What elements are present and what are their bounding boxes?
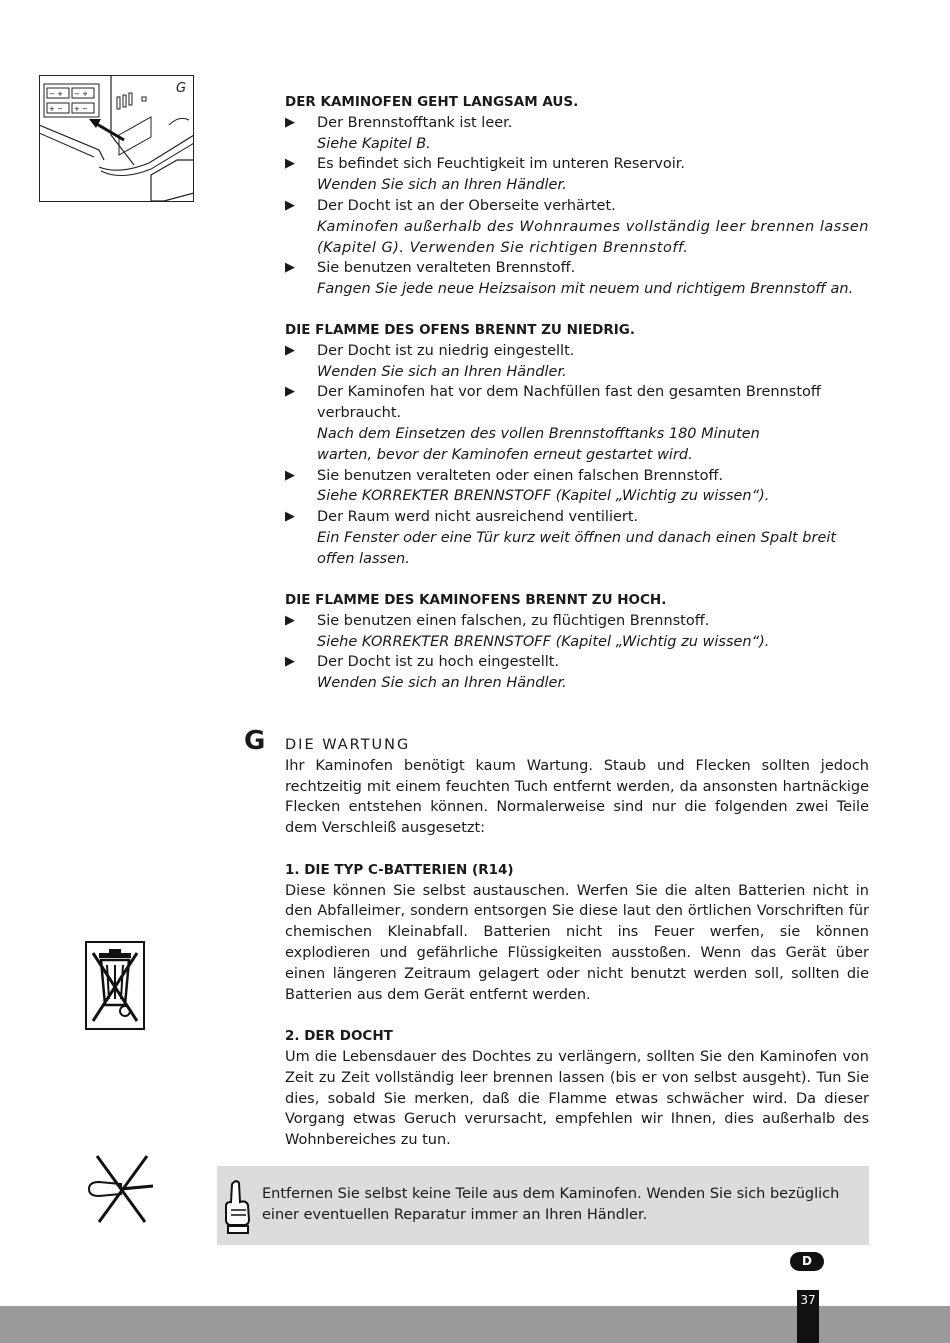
remedy-text: Nach dem Einsetzen des vollen Brennstofftanks 180 Minuten warten, bevor der Kaminofen erneut gestartet wird.	[317, 425, 760, 463]
bullet-arrow-icon: ▶	[285, 467, 295, 483]
list-item	[285, 611, 869, 653]
pointing-hand-icon	[222, 1180, 252, 1234]
bullet-arrow-icon: ▶	[285, 654, 295, 670]
batteries-heading: 1. DIE TYP C-BATTERIEN (R14)	[285, 861, 514, 878]
list-item	[285, 154, 869, 196]
list-item	[285, 652, 869, 694]
bullet-arrow-icon: ▶	[285, 509, 295, 525]
bullet-arrow-icon: ▶	[285, 260, 295, 276]
no-screwdriver-icon	[85, 1154, 157, 1224]
svg-text:− +: − +	[49, 90, 63, 98]
cause-text: Sie benutzen veralteten oder einen falschen Brennstoff.	[317, 467, 724, 484]
cause-text: Der Raum werd nicht ausreichend ventiliert.	[317, 509, 639, 526]
page-number-tab	[797, 1290, 819, 1343]
figure-label: G	[176, 81, 187, 96]
troubleshooting-heading: DIE FLAMME DES KAMINOFENS BRENNT ZU HOCH.	[285, 592, 667, 608]
page-number: 37	[800, 1293, 816, 1307]
cause-text: Es befindet sich Feuchtigkeit im unteren Reservoir.	[317, 156, 686, 173]
troubleshooting-heading: DER KAMINOFEN GEHT LANGSAM AUS.	[285, 94, 579, 110]
cause-text: Sie benutzen veralteten Brennstoff.	[317, 260, 576, 277]
language-badge: D	[790, 1252, 824, 1271]
list-item	[285, 507, 869, 569]
bullet-arrow-icon: ▶	[285, 342, 295, 358]
bullet-arrow-icon: ▶	[285, 114, 295, 130]
wick-text: Um die Lebensdauer des Dochtes zu verlängern, sollten Sie den Kaminofen von Zeit zu Zeit vollständig leer brennen lassen (bis er von selbst ausgeht). Tun Sie dies, sobald Sie merken, daß die Flamme etwas schwächer wird. Da dieser Vorgang etwas Geruch verursacht, empfehlen wir Ihnen, dies außerhalb des Wohnbereiches zu tun.	[285, 1048, 869, 1149]
bullet-arrow-icon: ▶	[285, 384, 295, 400]
batteries-text: Diese können Sie selbst austauschen. Werfen Sie die alten Batterien nicht in den Abfalleimer, sondern entsorgen Sie diese laut den örtlichen Vorschriften für chemischen Kleinabfall. Batterien nicht ins Feuer werfen, sie können explodieren und gefährliche Flüssigkeiten ausstoßen. Wenn das Gerät über einen längeren Zeitraum gelagert oder nicht benutzt werden soll, sollten die Batterien aus dem Gerät entfernt werden.	[285, 882, 869, 1003]
remedy-text: Siehe KORREKTER BRENNSTOFF (Kapitel „Wichtig zu wissen“).	[317, 633, 770, 650]
troubleshooting-heading: DIE FLAMME DES OFENS BRENNT ZU NIEDRIG.	[285, 322, 635, 338]
svg-text:− +: − +	[74, 90, 88, 98]
cause-text: Der Docht ist zu niedrig eingestellt.	[317, 342, 575, 359]
section-letter: G	[244, 726, 266, 756]
remedy-text: Ein Fenster oder eine Tür kurz weit öffnen und danach einen Spalt breit offen lassen.	[317, 529, 837, 567]
remedy-text: Fangen Sie jede neue Heizsaison mit neuem und richtigem Brennstoff an.	[317, 281, 854, 298]
bullet-arrow-icon: ▶	[285, 612, 295, 628]
svg-text:+ −: + −	[74, 105, 88, 113]
wick-heading: 2. DER DOCHT	[285, 1028, 393, 1045]
svg-text:+ −: + −	[49, 105, 63, 113]
list-item	[285, 258, 869, 300]
list-item	[285, 341, 869, 383]
section-title: DIE WARTUNG	[285, 737, 411, 753]
section-intro: Ihr Kaminofen benötigt kaum Wartung. Staub und Flecken sollten jedoch rechtzeitig mit einem feuchten Tuch entfernt werden, da ansonsten hartnäckige Flecken entstehen können. Normalerweise sind nur die folgenden zwei Teile dem Verschleiß ausgesetzt:	[285, 757, 869, 837]
cause-text: Der Docht ist an der Oberseite verhärtet.	[317, 197, 616, 214]
remedy-text: Siehe Kapitel B.	[317, 135, 431, 152]
weee-bin-icon	[85, 941, 145, 1030]
bullet-arrow-icon: ▶	[285, 156, 295, 172]
note-text: Entfernen Sie selbst keine Teile aus dem Kaminofen. Wenden Sie sich bezüglich einer eventuellen Reparatur immer an Ihren Händler.	[262, 1186, 840, 1223]
troubleshooting-block-flame-high	[285, 590, 869, 694]
troubleshooting-block-flame-low	[285, 320, 869, 570]
cause-text: Der Docht ist zu hoch eingestellt.	[317, 654, 560, 671]
list-item	[285, 196, 869, 258]
note-box	[217, 1166, 869, 1245]
maintenance-section	[285, 735, 869, 1151]
list-item	[285, 113, 869, 155]
list-item	[285, 466, 869, 508]
remedy-text: Kaminofen außerhalb des Wohnraumes vollständig leer brennen lassen (Kapitel G). Verwenden Sie richtigen Brennstoff.	[317, 218, 869, 256]
remedy-text: Wenden Sie sich an Ihren Händler.	[317, 177, 567, 194]
cause-text: Der Brennstofftank ist leer.	[317, 114, 513, 131]
battery-compartment-figure	[39, 75, 194, 202]
remedy-text: Wenden Sie sich an Ihren Händler.	[317, 675, 567, 692]
remedy-text: Wenden Sie sich an Ihren Händler.	[317, 363, 567, 380]
remedy-text: Siehe KORREKTER BRENNSTOFF (Kapitel „Wichtig zu wissen“).	[317, 488, 770, 505]
cause-text: Der Kaminofen hat vor dem Nachfüllen fast den gesamten Brennstoff verbraucht.	[317, 384, 821, 422]
cause-text: Sie benutzen einen falschen, zu flüchtigen Brennstoff.	[317, 612, 710, 629]
battery-compartment-illustration	[39, 75, 194, 202]
troubleshooting-block-slow-out	[285, 92, 869, 300]
bullet-arrow-icon: ▶	[285, 197, 295, 213]
list-item	[285, 382, 869, 465]
